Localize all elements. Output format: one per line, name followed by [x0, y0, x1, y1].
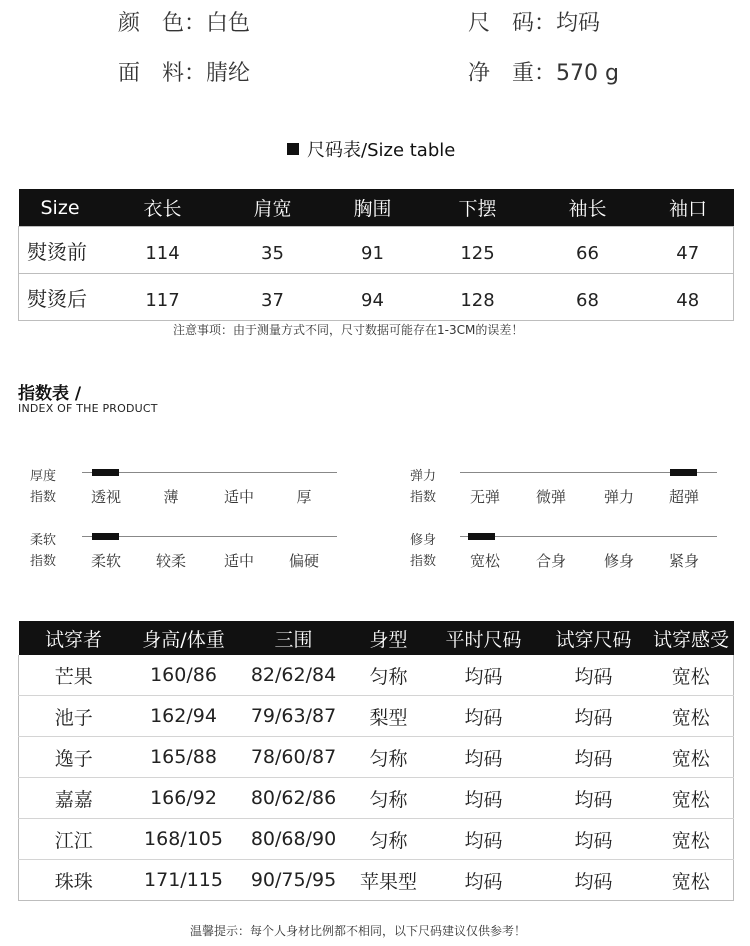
try-header-cell: 三围: [239, 621, 349, 655]
fit-index-marker: [468, 533, 495, 540]
table-cell: 171/115: [129, 860, 239, 901]
attr-color-label: 颜 色：: [118, 11, 207, 36]
table-cell: 68: [533, 274, 643, 321]
table-cell: 匀称: [349, 819, 429, 860]
try-header-cell: 身型: [349, 621, 429, 655]
table-cell: 160/86: [129, 655, 239, 696]
table-cell: 66: [533, 227, 643, 274]
table-cell: 125: [423, 227, 533, 274]
table-row: [19, 696, 734, 737]
index-label-line: 修身: [410, 533, 437, 548]
index-option: 适中: [223, 488, 254, 506]
table-cell: 114: [103, 227, 223, 274]
fit-index-track: [460, 536, 717, 537]
index-subtitle: INDEX OF THE PRODUCT: [18, 402, 158, 415]
try-header-cell: 身高/体重: [129, 621, 239, 655]
try-header-cell: 试穿感受: [649, 621, 734, 655]
table-cell: 均码: [539, 778, 649, 819]
table-cell: 宽松: [649, 819, 734, 860]
attr-color-value: 白色: [206, 11, 251, 36]
table-cell: 均码: [429, 860, 539, 901]
table-row: [19, 819, 734, 860]
table-cell: 79/63/87: [239, 696, 349, 737]
index-title: 指数表 /: [18, 384, 82, 404]
table-cell: 均码: [539, 819, 649, 860]
table-cell: 80/68/90: [239, 819, 349, 860]
square-bullet-icon: [287, 143, 299, 155]
elasticity-index-label: [410, 466, 450, 508]
size-header-cell: 胸围: [323, 189, 423, 227]
try-header-cell: 试穿尺码: [539, 621, 649, 655]
table-cell: 均码: [429, 696, 539, 737]
table-cell: 宽松: [649, 778, 734, 819]
fit-index-label: [410, 530, 450, 572]
table-row: [19, 778, 734, 819]
table-cell: 宽松: [649, 655, 734, 696]
size-table-header-row: [19, 189, 734, 227]
table-cell: 37: [223, 274, 323, 321]
size-header-cell: 袖口: [643, 189, 734, 227]
index-option: 合身: [535, 552, 566, 570]
table-cell: 均码: [429, 655, 539, 696]
table-cell: 166/92: [129, 778, 239, 819]
table-cell: 宽松: [649, 696, 734, 737]
thickness-index-marker: [92, 469, 119, 476]
try-header-cell: 试穿者: [19, 621, 129, 655]
table-cell: 117: [103, 274, 223, 321]
table-cell: 均码: [539, 655, 649, 696]
table-cell: 匀称: [349, 778, 429, 819]
softness-index-marker: [92, 533, 119, 540]
table-cell: 江江: [19, 819, 129, 860]
index-label-line: 指数: [30, 490, 57, 505]
table-cell: 80/62/86: [239, 778, 349, 819]
table-cell: 宽松: [649, 737, 734, 778]
try-on-table: [18, 621, 734, 901]
table-cell: 162/94: [129, 696, 239, 737]
index-option: 超弹: [668, 488, 699, 506]
index-option: 弹力: [603, 488, 634, 506]
size-note: 注意事项：由于测量方式不同，尺寸数据可能存在1-3CM的误差！: [173, 323, 524, 337]
softness-index-label: [30, 530, 70, 572]
softness-index-track: [82, 536, 337, 537]
table-cell: 梨型: [349, 696, 429, 737]
table-cell: 熨烫后: [19, 274, 103, 321]
index-option: 修身: [603, 552, 634, 570]
table-cell: 嘉嘉: [19, 778, 129, 819]
attr-size: [468, 6, 600, 37]
index-option: 厚: [296, 488, 312, 506]
table-row: [19, 655, 734, 696]
attr-fabric-value: 腈纶: [206, 61, 251, 86]
table-cell: 芒果: [19, 655, 129, 696]
index-label-line: 厚度: [30, 469, 57, 484]
index-option: 无弹: [469, 488, 500, 506]
table-cell: 熨烫前: [19, 227, 103, 274]
table-cell: 均码: [429, 819, 539, 860]
thickness-index-label: [30, 466, 70, 508]
size-header-cell: Size: [19, 189, 103, 227]
index-option: 薄: [163, 488, 179, 506]
table-cell: 均码: [429, 778, 539, 819]
table-cell: 165/88: [129, 737, 239, 778]
table-cell: 苹果型: [349, 860, 429, 901]
attr-weight: [468, 56, 619, 87]
table-row: [19, 274, 734, 321]
index-option: 柔软: [90, 552, 121, 570]
size-header-cell: 肩宽: [223, 189, 323, 227]
attr-size-label: 尺 码：: [468, 11, 557, 36]
table-cell: 池子: [19, 696, 129, 737]
table-cell: 均码: [429, 737, 539, 778]
table-cell: 均码: [539, 696, 649, 737]
index-option: 宽松: [469, 552, 500, 570]
try-note: 温馨提示：每个人身材比例都不相同，以下尺码建议仅供参考！: [190, 924, 527, 938]
size-header-cell: 衣长: [103, 189, 223, 227]
thickness-index-track: [82, 472, 337, 473]
size-table-title-text: 尺码表/Size table: [307, 140, 456, 161]
index-option: 较柔: [155, 552, 186, 570]
index-label-line: 弹力: [410, 469, 437, 484]
table-cell: 珠珠: [19, 860, 129, 901]
size-table-title: [287, 136, 455, 162]
table-row: [19, 737, 734, 778]
table-cell: 78/60/87: [239, 737, 349, 778]
index-option: 透视: [90, 488, 121, 506]
index-option: 偏硬: [288, 552, 319, 570]
table-cell: 宽松: [649, 860, 734, 901]
index-option: 微弹: [535, 488, 566, 506]
table-cell: 94: [323, 274, 423, 321]
size-header-cell: 袖长: [533, 189, 643, 227]
attr-size-value: 均码: [556, 11, 601, 36]
table-cell: 35: [223, 227, 323, 274]
table-cell: 91: [323, 227, 423, 274]
table-cell: 均码: [539, 860, 649, 901]
table-cell: 82/62/84: [239, 655, 349, 696]
index-label-line: 柔软: [30, 533, 57, 548]
table-cell: 匀称: [349, 737, 429, 778]
table-cell: 168/105: [129, 819, 239, 860]
table-cell: 48: [643, 274, 734, 321]
table-cell: 均码: [539, 737, 649, 778]
table-row: [19, 860, 734, 901]
attr-weight-label: 净 重：: [468, 61, 557, 86]
size-table: [18, 189, 734, 321]
table-cell: 逸子: [19, 737, 129, 778]
index-option: 适中: [223, 552, 254, 570]
size-header-cell: 下摆: [423, 189, 533, 227]
table-row: [19, 227, 734, 274]
index-label-line: 指数: [410, 490, 437, 505]
attr-weight-value: 570 g: [556, 61, 619, 86]
attr-color: [118, 6, 250, 37]
elasticity-index-marker: [670, 469, 697, 476]
index-label-line: 指数: [30, 554, 57, 569]
index-label-line: 指数: [410, 554, 437, 569]
table-cell: 128: [423, 274, 533, 321]
table-cell: 匀称: [349, 655, 429, 696]
try-table-header-row: [19, 621, 734, 655]
try-header-cell: 平时尺码: [429, 621, 539, 655]
table-cell: 47: [643, 227, 734, 274]
table-cell: 90/75/95: [239, 860, 349, 901]
attr-fabric: [118, 56, 250, 87]
attr-fabric-label: 面 料：: [118, 61, 207, 86]
index-option: 紧身: [668, 552, 699, 570]
